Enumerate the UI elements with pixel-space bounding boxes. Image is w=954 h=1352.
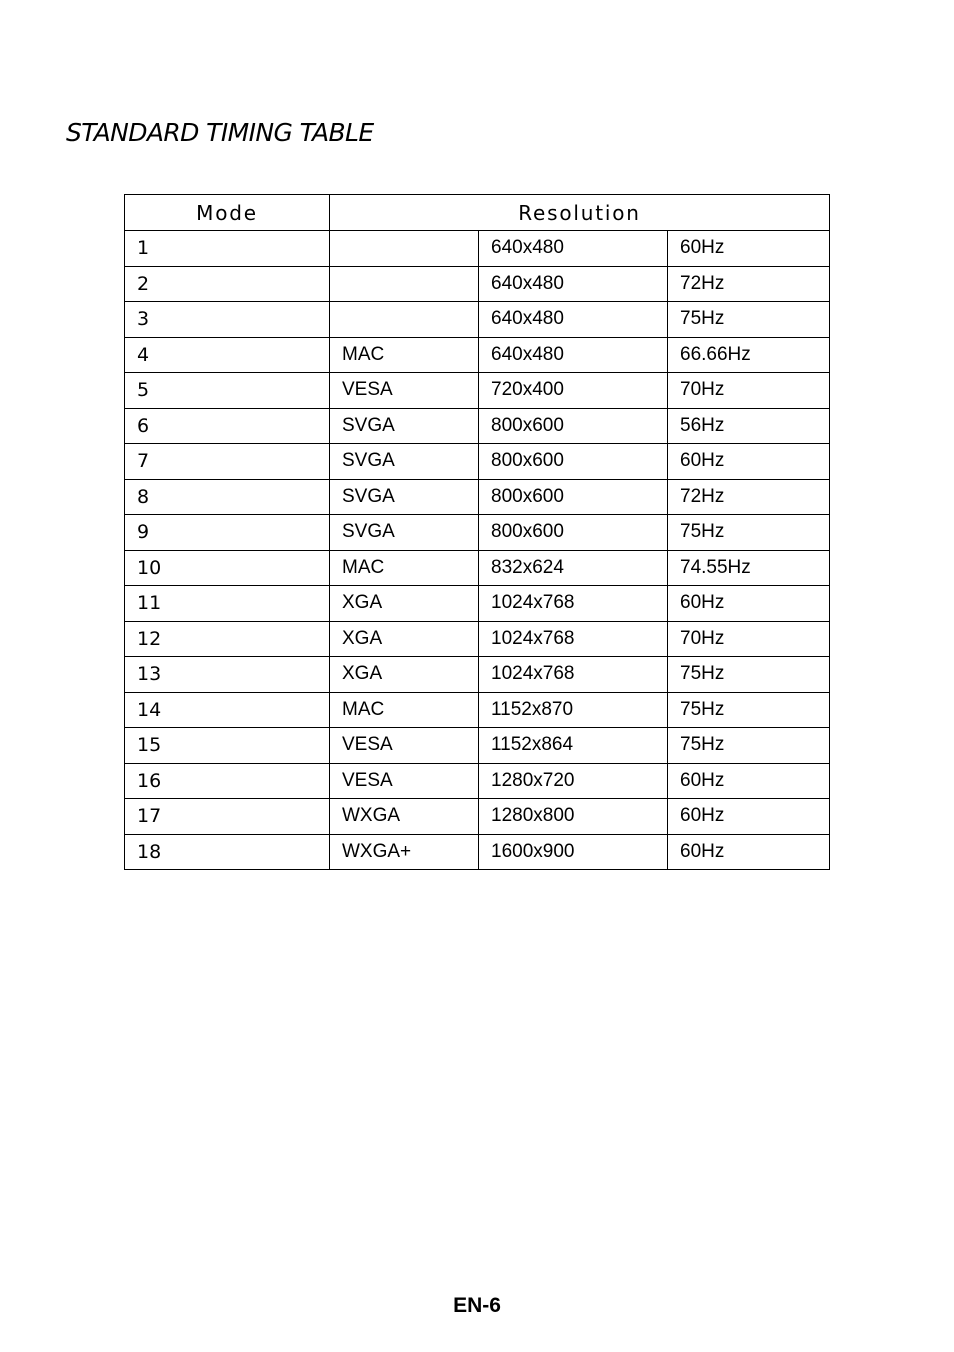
refresh-rate-cell: 75Hz <box>668 515 830 551</box>
resolution-cell: 1024x768 <box>479 621 668 657</box>
mode-cell: 8 <box>125 479 330 515</box>
resolution-cell: 1152x870 <box>479 692 668 728</box>
resolution-cell: 1024x768 <box>479 586 668 622</box>
header-mode: Mode <box>125 195 330 231</box>
mode-cell: 17 <box>125 799 330 835</box>
standard-cell: SVGA <box>330 479 479 515</box>
table-row <box>125 373 830 409</box>
mode-cell: 16 <box>125 763 330 799</box>
table-row <box>125 657 830 693</box>
table-row <box>125 763 830 799</box>
standard-cell: VESA <box>330 728 479 764</box>
resolution-cell: 640x480 <box>479 337 668 373</box>
refresh-rate-cell: 60Hz <box>668 444 830 480</box>
resolution-cell: 1152x864 <box>479 728 668 764</box>
mode-cell: 12 <box>125 621 330 657</box>
table-row <box>125 408 830 444</box>
page-title: STANDARD TIMING TABLE <box>66 118 374 147</box>
resolution-cell: 832x624 <box>479 550 668 586</box>
table-row <box>125 728 830 764</box>
standard-cell: SVGA <box>330 444 479 480</box>
mode-cell: 5 <box>125 373 330 409</box>
standard-cell: VESA <box>330 373 479 409</box>
standard-cell: XGA <box>330 657 479 693</box>
mode-cell: 3 <box>125 302 330 338</box>
mode-cell: 11 <box>125 586 330 622</box>
refresh-rate-cell: 60Hz <box>668 834 830 870</box>
resolution-cell: 800x600 <box>479 515 668 551</box>
standard-cell: WXGA <box>330 799 479 835</box>
standard-cell <box>330 231 479 267</box>
mode-cell: 14 <box>125 692 330 728</box>
table-row <box>125 550 830 586</box>
mode-cell: 13 <box>125 657 330 693</box>
table-row <box>125 266 830 302</box>
standard-cell: MAC <box>330 550 479 586</box>
standard-cell: XGA <box>330 586 479 622</box>
table-row <box>125 479 830 515</box>
mode-cell: 6 <box>125 408 330 444</box>
mode-cell: 4 <box>125 337 330 373</box>
resolution-cell: 640x480 <box>479 302 668 338</box>
table-row <box>125 515 830 551</box>
resolution-cell: 800x600 <box>479 408 668 444</box>
refresh-rate-cell: 72Hz <box>668 479 830 515</box>
mode-cell: 1 <box>125 231 330 267</box>
table-row <box>125 834 830 870</box>
resolution-cell: 1600x900 <box>479 834 668 870</box>
refresh-rate-cell: 75Hz <box>668 302 830 338</box>
mode-cell: 2 <box>125 266 330 302</box>
mode-cell: 10 <box>125 550 330 586</box>
table-header-row <box>125 195 830 231</box>
mode-cell: 7 <box>125 444 330 480</box>
standard-cell <box>330 266 479 302</box>
refresh-rate-cell: 74.55Hz <box>668 550 830 586</box>
standard-cell: MAC <box>330 692 479 728</box>
refresh-rate-cell: 70Hz <box>668 621 830 657</box>
resolution-cell: 720x400 <box>479 373 668 409</box>
refresh-rate-cell: 75Hz <box>668 657 830 693</box>
resolution-cell: 1280x720 <box>479 763 668 799</box>
resolution-cell: 1024x768 <box>479 657 668 693</box>
table-row <box>125 586 830 622</box>
refresh-rate-cell: 60Hz <box>668 586 830 622</box>
refresh-rate-cell: 70Hz <box>668 373 830 409</box>
table-row <box>125 231 830 267</box>
standard-cell: SVGA <box>330 408 479 444</box>
resolution-cell: 640x480 <box>479 231 668 267</box>
resolution-cell: 640x480 <box>479 266 668 302</box>
refresh-rate-cell: 72Hz <box>668 266 830 302</box>
standard-cell: VESA <box>330 763 479 799</box>
table-row <box>125 692 830 728</box>
refresh-rate-cell: 66.66Hz <box>668 337 830 373</box>
resolution-cell: 800x600 <box>479 479 668 515</box>
page-number: EN-6 <box>453 1294 501 1317</box>
table-row <box>125 444 830 480</box>
mode-cell: 9 <box>125 515 330 551</box>
standard-cell: XGA <box>330 621 479 657</box>
refresh-rate-cell: 60Hz <box>668 231 830 267</box>
mode-cell: 15 <box>125 728 330 764</box>
refresh-rate-cell: 75Hz <box>668 728 830 764</box>
standard-cell: WXGA+ <box>330 834 479 870</box>
resolution-cell: 1280x800 <box>479 799 668 835</box>
header-resolution: Resolution <box>330 195 830 231</box>
refresh-rate-cell: 75Hz <box>668 692 830 728</box>
resolution-cell: 800x600 <box>479 444 668 480</box>
table-row <box>125 337 830 373</box>
refresh-rate-cell: 60Hz <box>668 799 830 835</box>
refresh-rate-cell: 60Hz <box>668 763 830 799</box>
table-row <box>125 621 830 657</box>
table-body <box>125 231 830 870</box>
standard-cell: SVGA <box>330 515 479 551</box>
table-row <box>125 799 830 835</box>
refresh-rate-cell: 56Hz <box>668 408 830 444</box>
table-row <box>125 302 830 338</box>
timing-table <box>124 194 830 870</box>
standard-cell <box>330 302 479 338</box>
standard-cell: MAC <box>330 337 479 373</box>
mode-cell: 18 <box>125 834 330 870</box>
